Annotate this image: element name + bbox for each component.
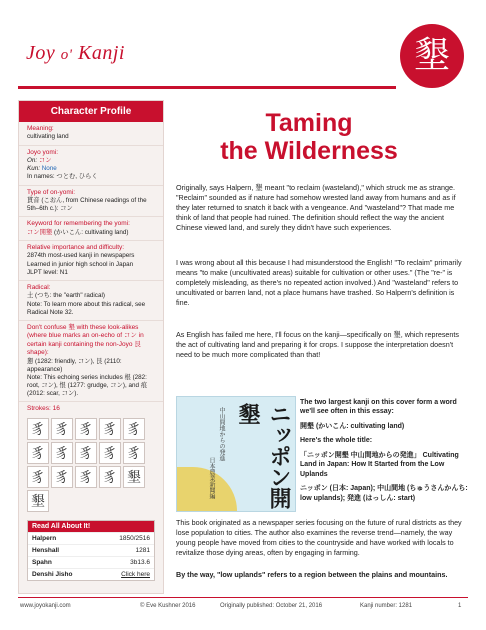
stroke-step: 豸 — [99, 418, 121, 440]
cover-note-5: ニッポン (日本: Japan); 中山間地 (ちゅうさんかんち: low uplands); 発進 (はっしん: start) — [300, 485, 468, 502]
stroke-step: 豸 — [51, 442, 73, 464]
yomi-label: Joyo yomi: — [27, 148, 59, 156]
on-value: コン — [38, 157, 52, 165]
onyomi-type-section — [19, 186, 163, 218]
lookalikes-list: 懇 (1282: friendly, コン), 艮 (2110: appearance) — [27, 357, 122, 373]
on-yomi-row — [27, 157, 155, 165]
reference-name: Denshi Jisho — [32, 570, 73, 578]
footer-kanji-number: Kanji number: 1281 — [360, 603, 413, 609]
cover-explanation — [300, 398, 468, 508]
lookalikes-note: Note: This echoing series includes 根 (282: root, コン), 恨 (1277: grudge, コン), and 痕 (2012: scar, コン). — [27, 373, 148, 398]
read-all-title: Read All About It! — [28, 521, 154, 532]
article-paragraph-3: As English has failed me here, I'll focus on the kanji—specifically on 墾, which represents the act of cultivating land and preparing it for crops. I suppose the interpretation doesn't need to be much more complicated than that! — [176, 330, 460, 359]
importance-line-2: Learned in junior high school in Japan — [27, 260, 134, 268]
footer-rule — [18, 597, 468, 598]
article-title — [190, 110, 428, 165]
stroke-step: 豸 — [123, 442, 145, 464]
kun-label: Kun: — [27, 165, 40, 173]
radical-value: 土 (つち: the "earth" radical) — [27, 292, 105, 300]
logo-text-o: o' — [60, 47, 73, 63]
stroke-order-grid — [19, 414, 163, 516]
reference-value: 3b13.6 — [130, 558, 150, 566]
keyword-section — [19, 217, 163, 241]
reference-row — [28, 544, 154, 556]
radical-note: Note: To learn more about this radical, see Radical Note 32. — [27, 300, 146, 316]
footer-site-link[interactable]: www.joyokanji.com — [20, 603, 71, 609]
onyomi-type-value: 貫音 (こおん, from Chinese readings of the 5th–6th c.): コン — [27, 197, 147, 213]
stroke-step: 豸 — [75, 418, 97, 440]
stroke-step: 豸 — [99, 442, 121, 464]
character-profile-sidebar — [18, 100, 164, 594]
names-row — [27, 173, 155, 181]
lookalikes-label: Don't confuse 墾 with these look-alikes (where blue marks an on-echo of コン in certain kanji containing the non-Joyo 艮 shape): — [27, 323, 144, 357]
stroke-step: 豸 — [51, 466, 73, 488]
header-rule — [18, 86, 396, 89]
importance-section — [19, 241, 163, 281]
cover-note-4: 「ニッポン開墾 中山間地からの発進」 Cultivating Land in Japan: How It Started from the Low Uplands — [300, 451, 459, 478]
importance-label: Relative importance and difficulty: — [27, 243, 125, 251]
reference-value: 1281 — [135, 546, 150, 554]
keyword-label: Keyword for remembering the yomi: — [27, 220, 130, 228]
logo-text-kanji: Kanji — [77, 42, 125, 64]
yomi-section — [19, 146, 163, 186]
meaning-section — [19, 122, 163, 146]
logo-text-joy: Joy — [26, 42, 56, 64]
cover-title: ニッポン開墾 — [236, 403, 292, 508]
meaning-value: cultivating land — [27, 133, 69, 141]
cover-publisher: 日本農業新聞編 — [208, 457, 214, 499]
read-all-about-it-box — [27, 520, 155, 581]
article-paragraph-1: Originally, says Halpern, 墾 meant "to reclaim (wasteland)," which struck me as strange. "Reclaim" sounded as if nature had somehow wrested land away from humans and as if they later returned to snatch it back with a vengeance. And "wasteland"? That made me think of land that people had ruined. The definition should reflect the way the ancient Chinese viewed land, and surely they didn't have such experiences. — [176, 183, 456, 232]
onyomi-type-label: Type of on-yomi: — [27, 188, 76, 196]
lookalikes-section — [19, 321, 163, 403]
featured-kanji: 墾 — [413, 35, 450, 76]
footer-page-number: 1 — [458, 603, 462, 609]
stroke-step: 豸 — [27, 442, 49, 464]
keyword-kanji: コン開墾 — [27, 228, 53, 236]
reference-name: Henshall — [32, 546, 60, 554]
denshi-jisho-link[interactable]: Click here — [121, 570, 150, 578]
strokes-label: Strokes: 16 — [27, 405, 60, 413]
on-label: On: — [27, 157, 38, 165]
reference-name: Spahn — [32, 558, 52, 566]
keyword-value — [27, 229, 155, 237]
importance-line-1: 2874th most-used kanji in newspapers — [27, 252, 135, 260]
title-line-2: the Wilderness — [220, 136, 398, 165]
names-value: つとむ, ひらく — [56, 173, 98, 181]
stroke-step: 墾 — [123, 466, 145, 488]
reference-row — [28, 556, 154, 568]
stroke-step: 豸 — [27, 418, 49, 440]
article-paragraph-5: By the way, "low uplands" refers to a region between the plains and mountains. — [176, 570, 448, 579]
stroke-step: 豸 — [123, 418, 145, 440]
footer-published: Originally published: October 21, 2016 — [220, 603, 323, 609]
reference-value: 1850/2516 — [119, 534, 150, 542]
site-logo — [26, 42, 125, 65]
cover-note-2: 開墾 (かいこん: cultivating land) — [300, 422, 405, 430]
radical-label: Radical: — [27, 283, 51, 291]
meaning-label: Meaning: — [27, 125, 54, 132]
keyword-gloss: (かいこん: cultivating land) — [53, 228, 129, 236]
cover-note-1: The two largest kanji on this cover form a word we'll see often in this essay: — [300, 399, 457, 416]
stroke-step: 豸 — [99, 466, 121, 488]
stroke-step: 豸 — [75, 466, 97, 488]
cover-note-3: Here's the whole title: — [300, 437, 373, 445]
article-paragraph-4: This book originated as a newspaper series focusing on the future of rural districts as they lose population to cities. The author also examines the reverse trend—namely, the way young people have moved from cities to the countryside and have worked with locals to revitalize those dying areas, often by engaging in farming. — [176, 518, 462, 557]
sidebar-title: Character Profile — [19, 101, 163, 122]
importance-line-3: JLPT level: N1 — [27, 268, 68, 276]
stroke-step: 墾 — [27, 490, 49, 512]
stroke-step: 豸 — [51, 418, 73, 440]
title-line-1: Taming — [265, 109, 353, 137]
reference-name: Halpern — [32, 534, 57, 542]
reference-row — [28, 532, 154, 544]
footer-copyright: © Eve Kushner 2016 — [140, 603, 196, 609]
radical-section — [19, 281, 163, 321]
names-label: In names: — [27, 173, 55, 181]
article-paragraph-2: I was wrong about all this because I had misunderstood the English! "To reclaim" primarily means "to make (uncultivated areas) suitable for cultivation or other uses." (The "re-" is completely misleading, as there's no repeated action involved.) And "wasteland" refers to uncultivated or barren land, not a place humans have trashed. So Halpern's definition is fine. — [176, 258, 462, 307]
strokes-section — [19, 402, 163, 413]
reference-row — [28, 568, 154, 580]
stroke-step: 豸 — [75, 442, 97, 464]
kun-value: None — [41, 165, 57, 173]
stroke-step: 豸 — [27, 466, 49, 488]
book-cover-image — [176, 396, 296, 512]
cover-subtitle: 中山間地からの発進 — [218, 407, 224, 461]
kanji-badge — [400, 24, 464, 88]
